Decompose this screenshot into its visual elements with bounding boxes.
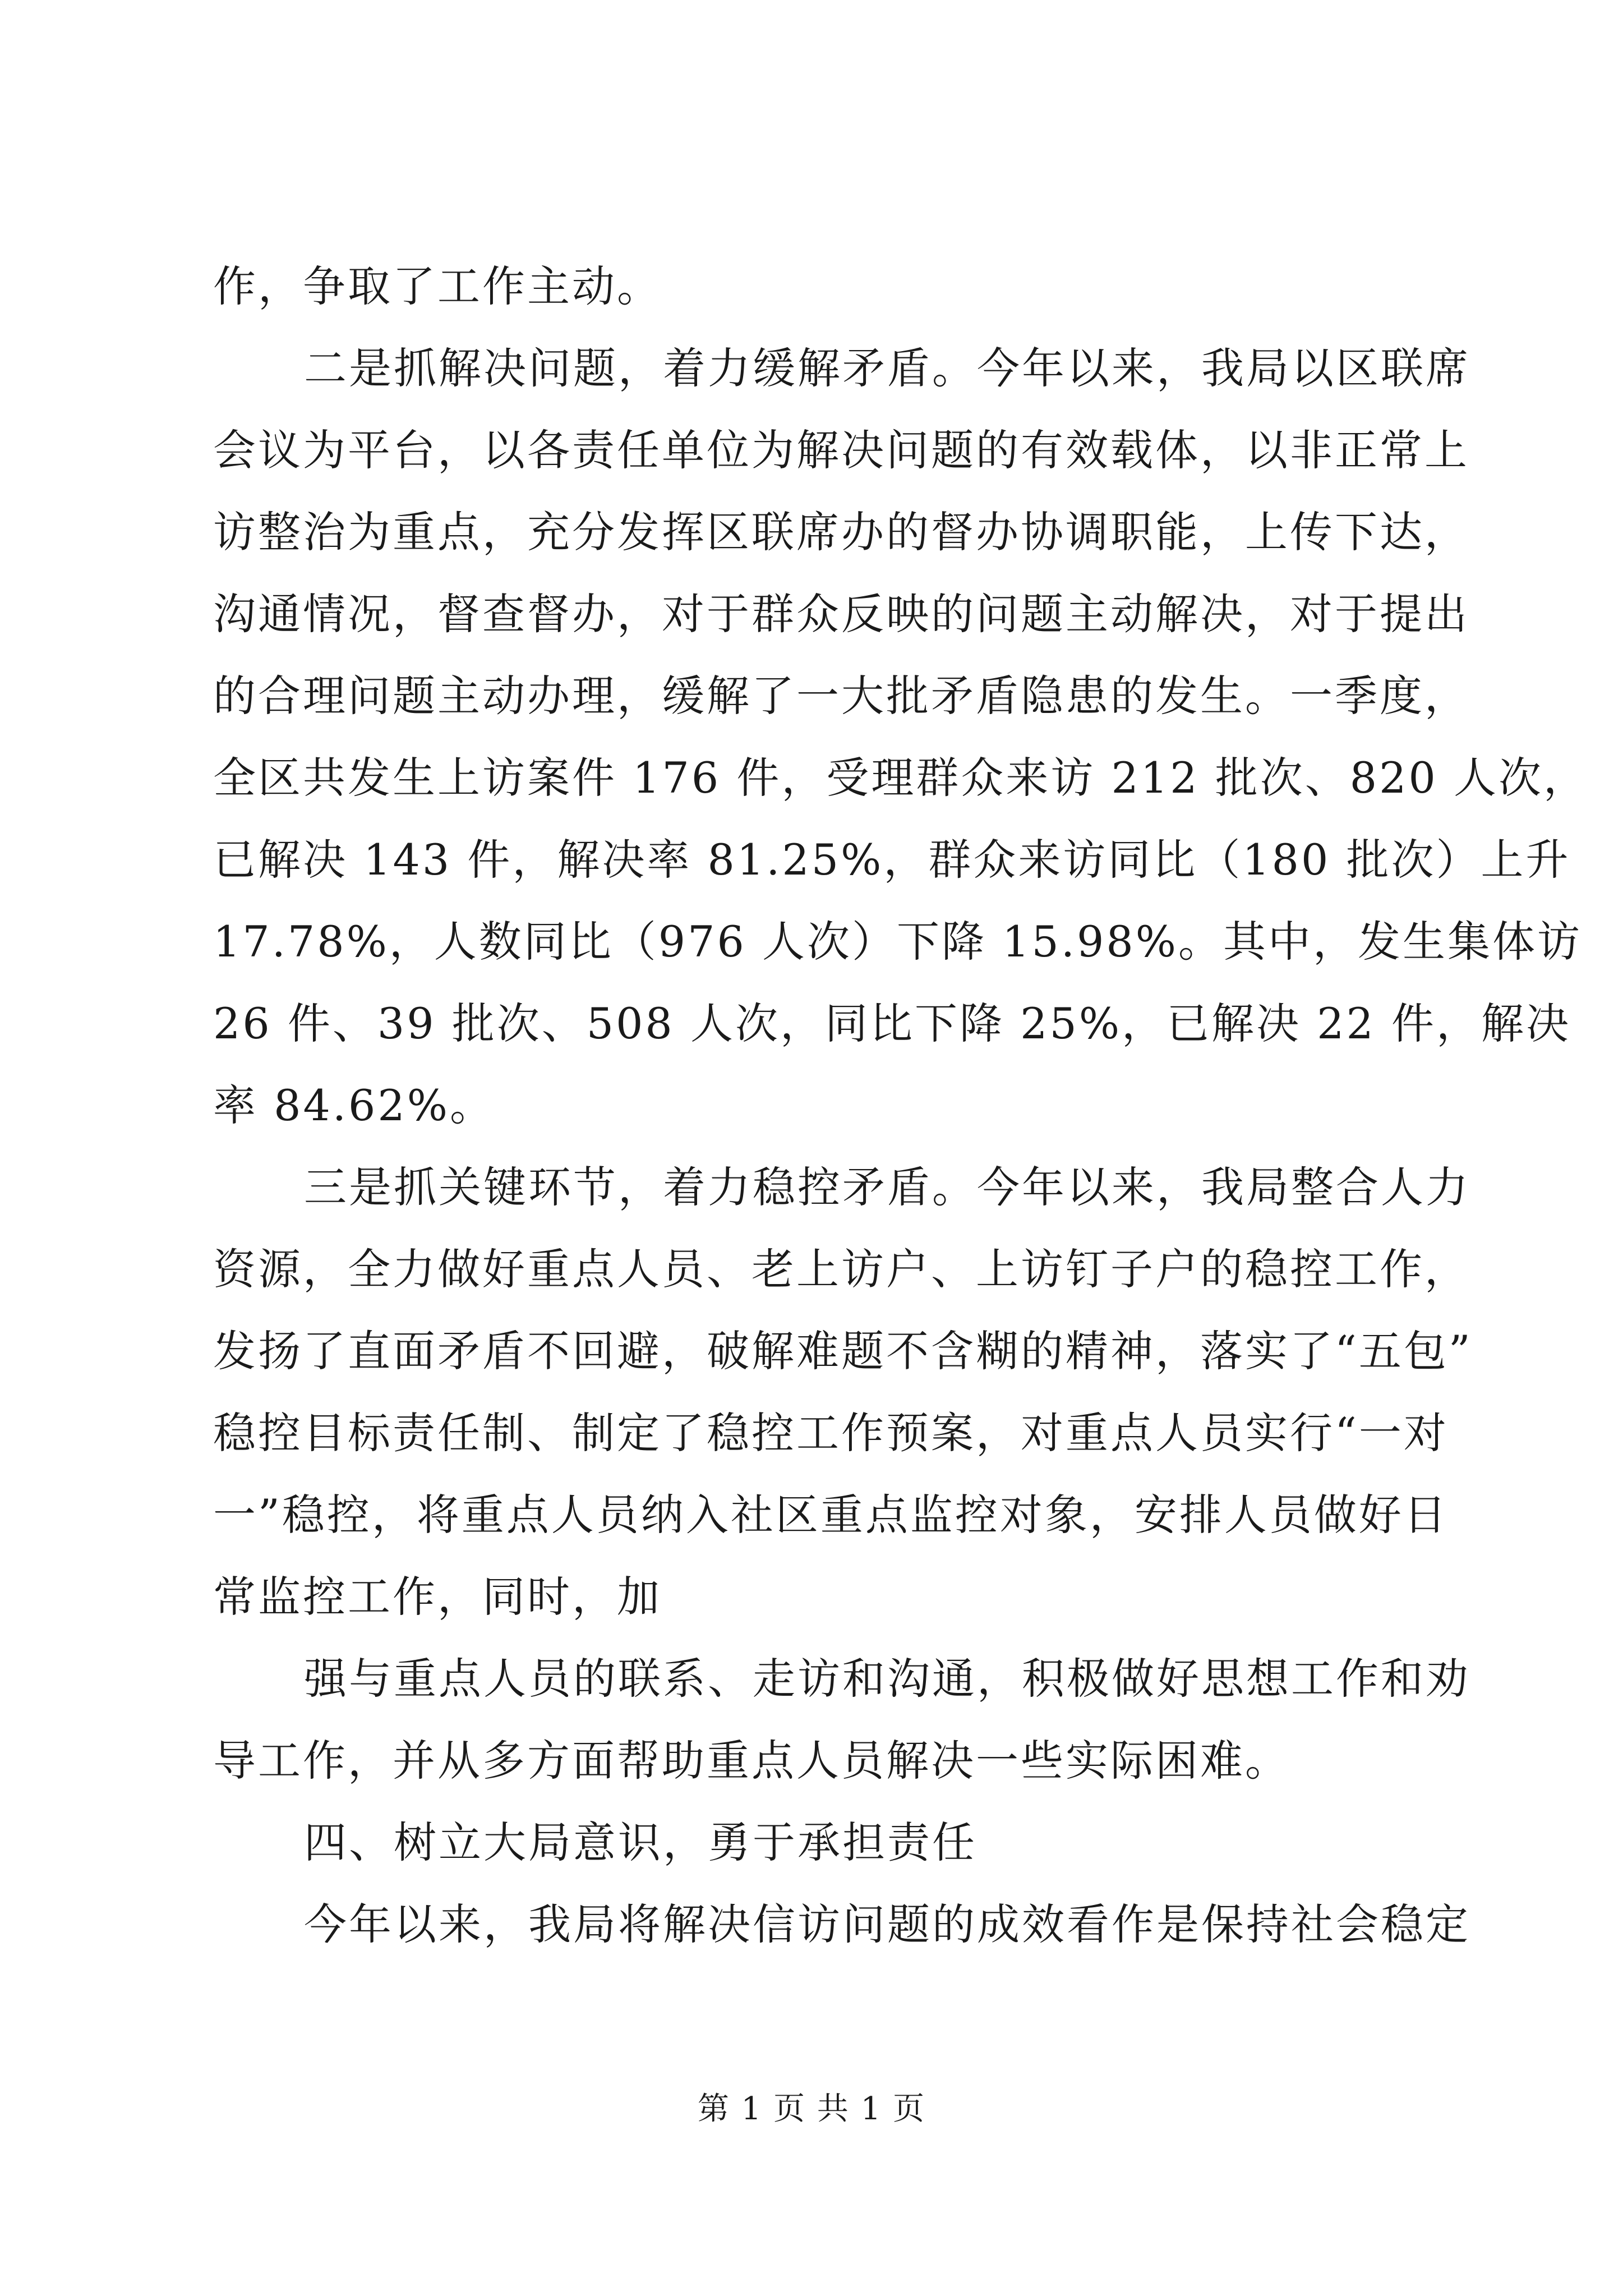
text-line-5: 沟通情况，督查督办，对于群众反映的问题主动解决，对于提出	[213, 589, 1469, 639]
text-line-7: 全区共发生上访案件 176 件，受理群众来访 212 批次、820 人次，	[213, 753, 1588, 803]
text-line-17: 常监控工作，同时，加	[213, 1572, 662, 1622]
text-line-3: 会议为平台，以各责任单位为解决问题的有效载体，以非正常上	[213, 425, 1469, 475]
text-line-10: 26 件、39 批次、508 人次，同比下降 25%，已解决 22 件，解决	[213, 999, 1571, 1048]
text-line-11: 率 84.62%。	[213, 1080, 495, 1130]
text-line-16: 一”稳控，将重点人员纳入社区重点监控对象，安排人员做好日	[213, 1490, 1449, 1540]
text-line-13: 资源，全力做好重点人员、老上访户、上访钉子户的稳控工作，	[213, 1244, 1469, 1294]
text-line-12: 三是抓关键环节，着力稳控矛盾。今年以来，我局整合人力	[304, 1162, 1470, 1212]
text-line-2: 二是抓解决问题，着力缓解矛盾。今年以来，我局以区联席	[304, 343, 1470, 393]
text-line-14: 发扬了直面矛盾不回避，破解难题不含糊的精神，落实了“五包”	[213, 1326, 1473, 1376]
document-body	[213, 246, 1588, 1966]
text-line-15: 稳控目标责任制、制定了稳控工作预案，对重点人员实行“一对	[213, 1408, 1449, 1458]
section-heading: 四、树立大局意识，勇于承担责任	[304, 1818, 977, 1867]
text-line-21: 今年以来，我局将解决信访问题的成效看作是保持社会稳定	[304, 1899, 1470, 1949]
text-line-8: 已解决 143 件，解决率 81.25%，群众来访同比（180 批次）上升	[213, 835, 1571, 885]
text-line-9: 17.78%，人数同比（976 人次）下降 15.98%。其中，发生集体访	[213, 917, 1582, 967]
text-line-19: 导工作，并从多方面帮助重点人员解决一些实际困难。	[213, 1736, 1290, 1786]
page-number-footer: 第 1 页 共 1 页	[697, 2091, 926, 2127]
text-line-6: 的合理问题主动办理，缓解了一大批矛盾隐患的发生。一季度，	[213, 671, 1469, 721]
text-line-18: 强与重点人员的联系、走访和沟通，积极做好思想工作和劝	[304, 1654, 1470, 1704]
text-line-1: 作，争取了工作主动。	[213, 261, 662, 311]
text-line-4: 访整治为重点，充分发挥区联席办的督办协调职能，上传下达，	[213, 507, 1469, 557]
